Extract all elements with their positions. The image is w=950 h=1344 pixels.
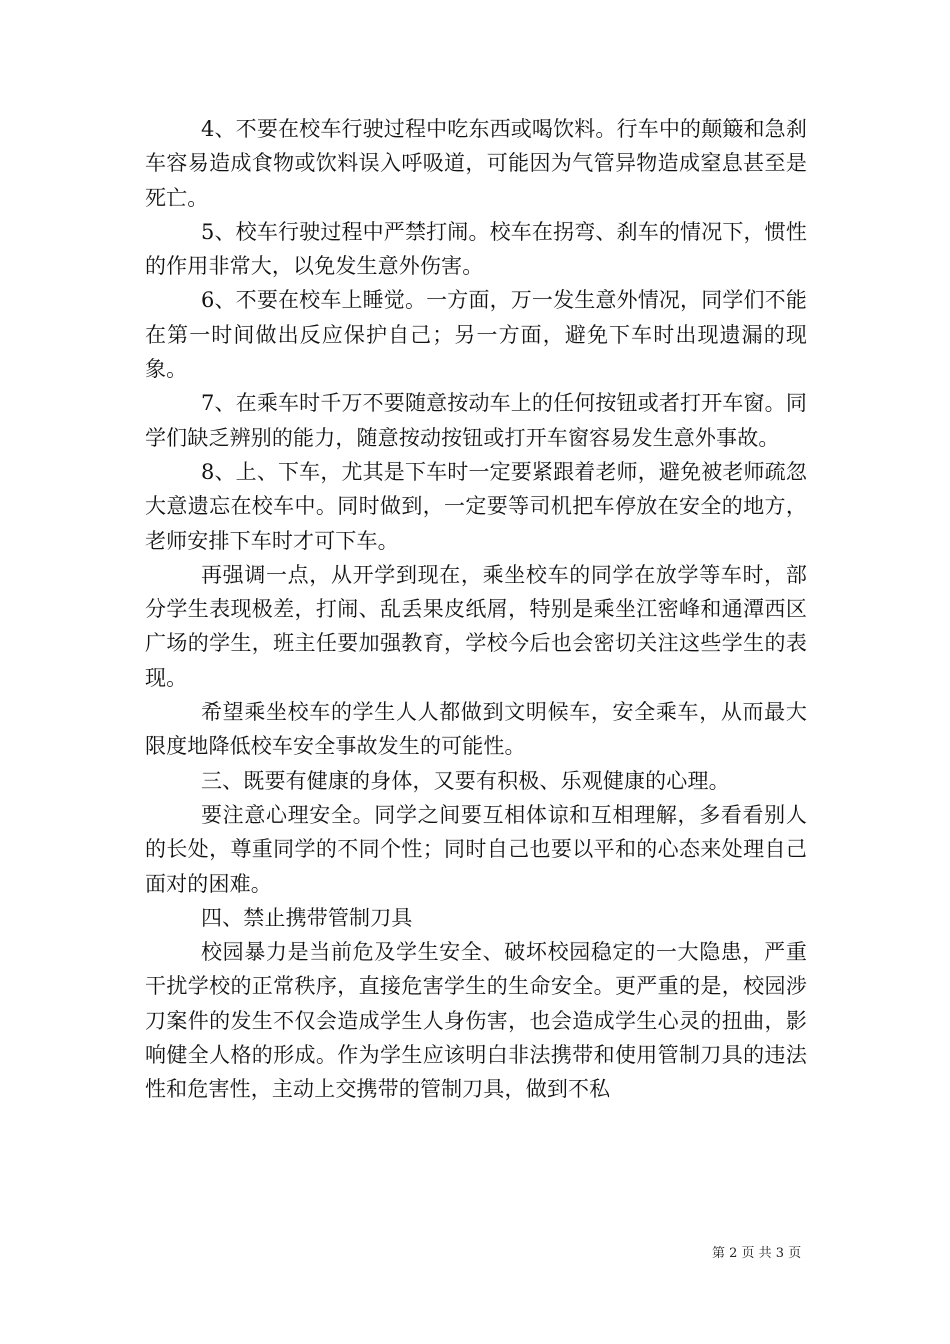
- paragraph-item-5: 5、校车行驶过程中严禁打闹。校车在拐弯、刹车的情况下，惯性的作用非常大，以免发生意外伤害。: [145, 219, 807, 279]
- paragraph-item-8: 8、上、下车，尤其是下车时一定要紧跟着老师，避免被老师疏忽大意遗忘在校车中。同时做到，一定要等司机把车停放在安全的地方，老师安排下车时才可下车。: [145, 459, 807, 553]
- paragraph-item-7: 7、在乘车时千万不要随意按动车上的任何按钮或者打开车窗。同学们缺乏辨别的能力，随意按动按钮或打开车窗容易发生意外事故。: [145, 391, 807, 450]
- paragraph-knives: 校园暴力是当前危及学生安全、破坏校园稳定的一大隐患，严重干扰学校的正常秩序，直接危害学生的生命安全。更严重的是，校园涉刀案件的发生不仅会造成学生人身伤害，也会造成学生心灵的扭曲，影响健全人格的形成。作为学生应该明白非法携带和使用管制刀具的违法性和危害性，主动上交携带的管制刀具，做到不私: [145, 940, 807, 1102]
- section-heading-4: 四、禁止携带管制刀具: [201, 905, 413, 930]
- page-number: 第 2 页 共 3 页: [712, 1246, 802, 1261]
- document-body: [145, 112, 807, 1107]
- paragraph-hope: 希望乘坐校车的学生人人都做到文明候车，安全乘车，从而最大限度地降低校车安全事故发生的可能性。: [145, 700, 807, 759]
- paragraph-item-6: 6、不要在校车上睡觉。一方面，万一发生意外情况，同学们不能在第一时间做出反应保护自己；另一方面，避免下车时出现遗漏的现象。: [145, 288, 807, 382]
- paragraph-item-4: 4、不要在校车行驶过程中吃东西或喝饮料。行车中的颠簸和急刹车容易造成食物或饮料误入呼吸道，可能因为气管异物造成窒息甚至是死亡。: [145, 117, 807, 210]
- paragraph-emphasis: 再强调一点，从开学到现在，乘坐校车的同学在放学等车时，部分学生表现极差，打闹、乱丢果皮纸屑，特别是乘坐江密峰和通潭西区广场的学生，班主任要加强教育，学校今后也会密切关注这些学生的表现。: [145, 562, 807, 690]
- paragraph-psychology: 要注意心理安全。同学之间要互相体谅和互相理解，多看看别人的长处，尊重同学的不同个性；同时自己也要以平和的心态来处理自己面对的困难。: [145, 802, 807, 896]
- section-heading-3: 三、既要有健康的身体，又要有积极、乐观健康的心理。: [201, 768, 730, 793]
